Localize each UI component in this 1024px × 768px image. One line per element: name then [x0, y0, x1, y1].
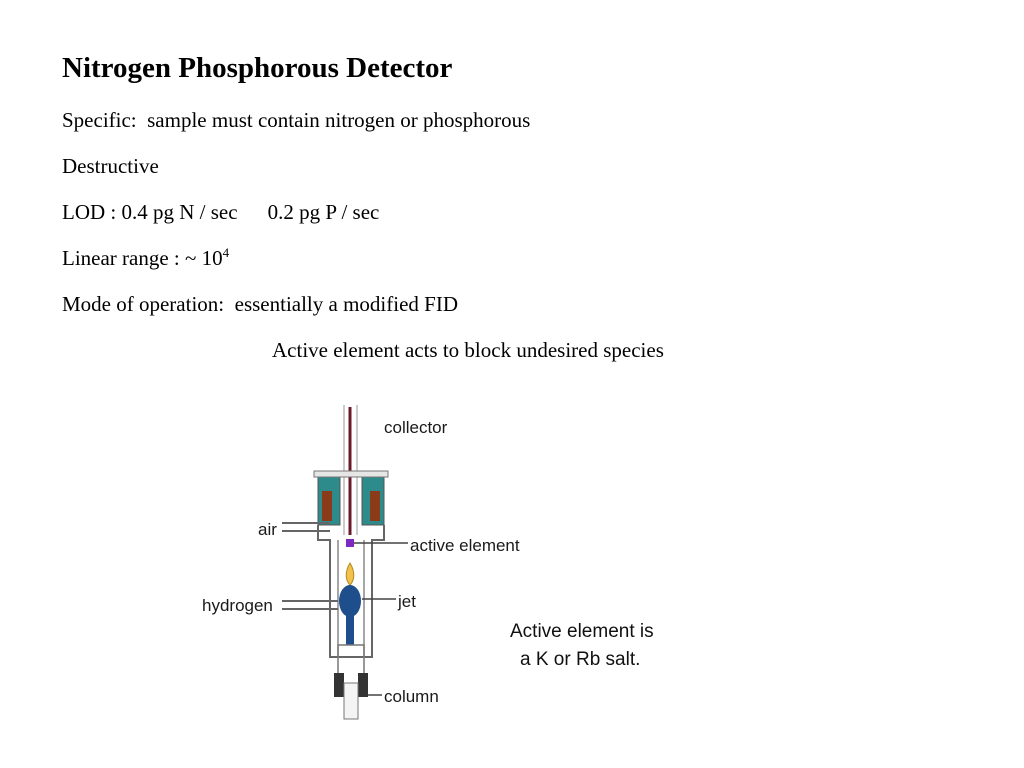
label-jet: jet — [398, 592, 416, 611]
specific-line: Specific: sample must contain nitrogen or phosphorous — [62, 108, 531, 132]
jet — [339, 585, 361, 617]
label-active-element: active element — [410, 536, 520, 555]
note-line-2: a K or Rb salt. — [520, 649, 641, 670]
lod-line — [62, 200, 379, 225]
heater-coil-left — [322, 491, 332, 521]
linear-range-line — [62, 246, 229, 271]
column-tube — [344, 683, 358, 719]
mode-line: Mode of operation: essentially a modified FID — [62, 292, 458, 316]
npd-schematic — [190, 395, 690, 735]
lod-nitrogen: LOD : 0.4 pg N / sec — [62, 200, 238, 224]
column-fitting-right — [358, 673, 368, 697]
flame — [346, 563, 354, 585]
note-line-1: Active element is — [510, 621, 654, 642]
label-column: column — [384, 687, 439, 706]
lod-phosphorous: 0.2 pg P / sec — [267, 200, 380, 224]
npd-diagram — [190, 395, 690, 735]
slide-title: Nitrogen Phosphorous Detector — [62, 52, 453, 84]
destructive-line: Destructive — [62, 154, 159, 178]
heater-coil-right — [370, 491, 380, 521]
label-collector: collector — [384, 418, 448, 437]
active-element-bead — [346, 539, 354, 547]
column-fitting-left — [334, 673, 344, 697]
linear-range-text: Linear range : ~ 10 — [62, 246, 223, 270]
label-hydrogen: hydrogen — [202, 596, 273, 615]
label-air: air — [258, 520, 277, 539]
linear-range-exponent: 4 — [222, 245, 230, 260]
mode-detail-line: Active element acts to block undesired species — [272, 338, 664, 362]
